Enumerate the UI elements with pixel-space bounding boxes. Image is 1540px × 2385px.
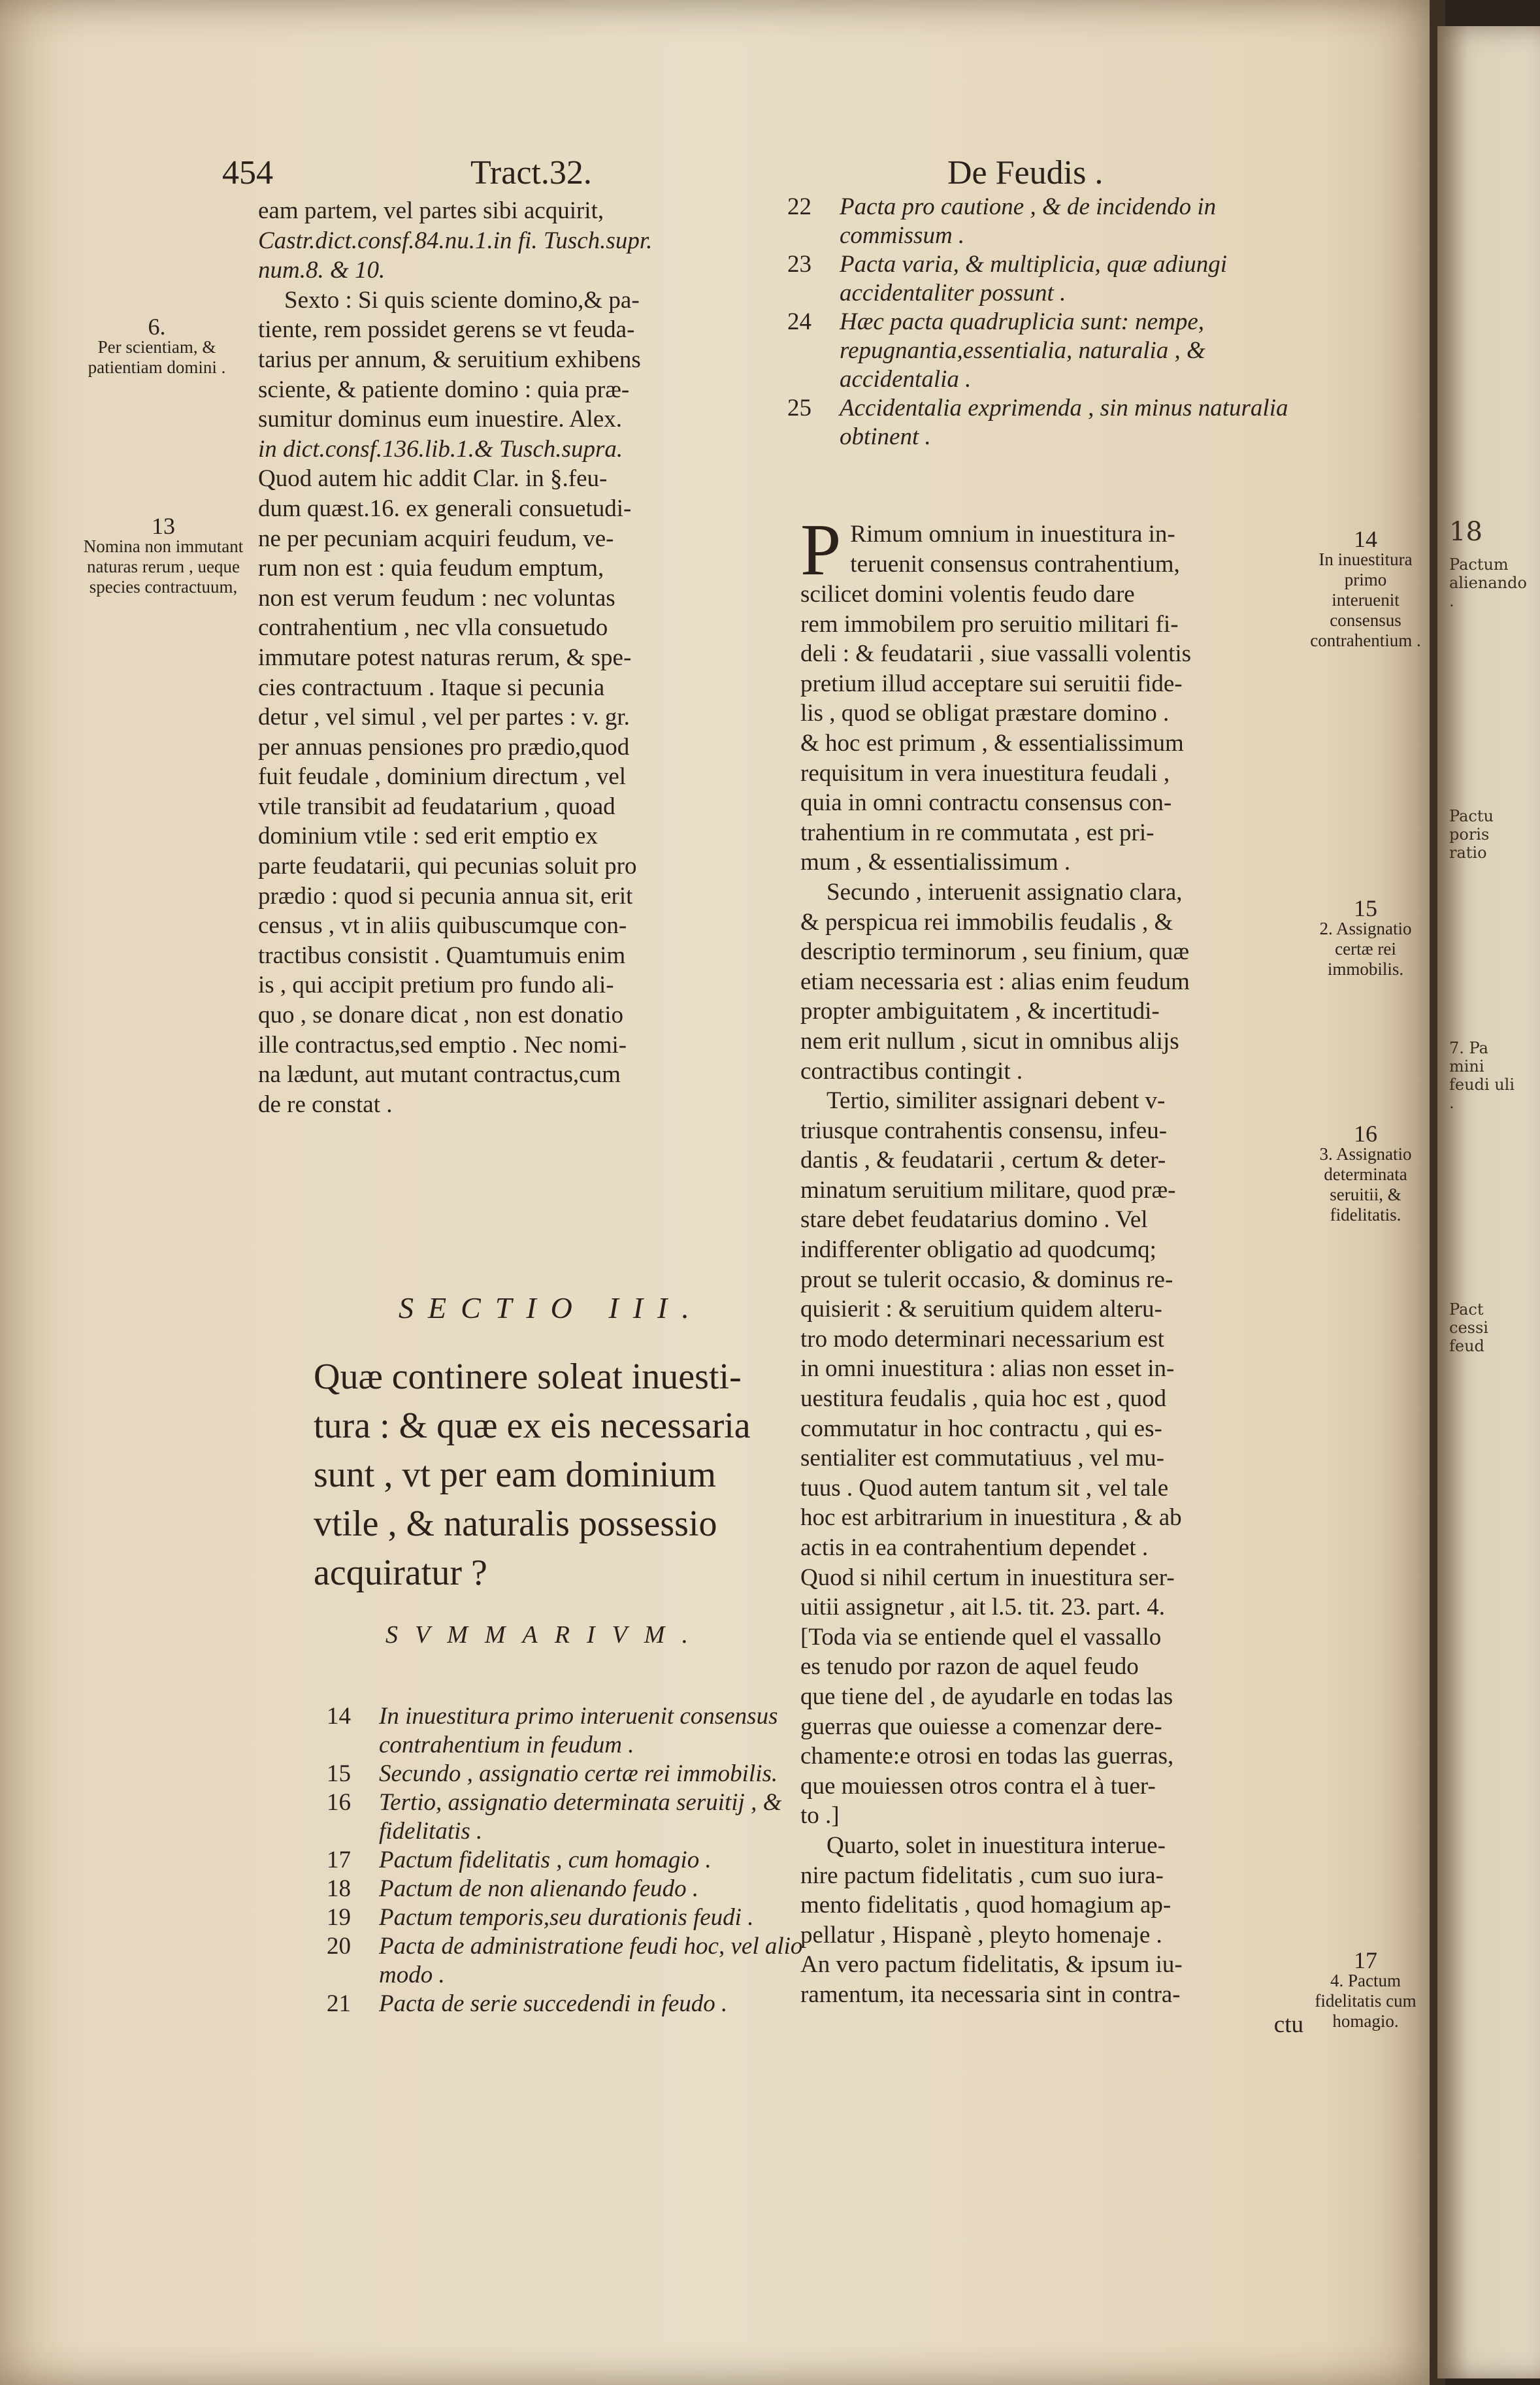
summary-item: 21 Pacta de serie succedendi in feudo .: [327, 1990, 728, 2017]
margin-note-right: 17 4. Pactum fidelitatis cum homagio.: [1315, 1947, 1417, 2031]
summary-item: 14 In inuestitura primo interuenit consensus contrahentium in feudum .: [327, 1703, 778, 1758]
page-number: 454: [222, 154, 273, 191]
section-title: SECTIO III.: [399, 1291, 704, 1324]
margin-note-left: 6. Per scientiam, & patientiam domini .: [88, 314, 226, 377]
summary-list-continued: [787, 193, 1310, 452]
summary-list: [327, 1702, 836, 2018]
summary-item: 19 Pactum temporis,seu durationis feudi .: [327, 1904, 754, 1931]
next-page-fragment: Pact cessi feud: [1449, 1300, 1488, 1355]
summary-item: 20 Pacta de administratione feudi hoc, vel alio modo .: [327, 1933, 803, 1988]
tract-label: Tract.32.: [470, 154, 592, 191]
section-question: Quæ continere soleat inuesti- tura : & quæ ex eis necessaria sunt , vt per eam dominium vtile , & naturalis possessio acquiratur ?: [314, 1357, 751, 1593]
drop-cap: P: [800, 510, 842, 591]
next-page-edge: [1437, 26, 1540, 2378]
summary-item: 24 Hæc pacta quadruplicia sunt: nempe, repugnantia,essentialia, naturalia , & accidentalia .: [787, 308, 1205, 393]
running-title: De Feudis .: [947, 154, 1104, 191]
right-column-text: P Rimum omnium in inuestitura in- teruenit consensus contrahentium, scilicet domini volentis feudo dare rem immobilem pro seruitio militari fi- deli : & feudatarii , siue vassalli volentis pretium illud acceptare sui seruitii fide- lis , quod se obligat præstare domino . & hoc est primum , & essentialissimum requisitum in vera inuestitura feudali , quia in omni contractu consensus con- trahentium in re commutata , est pri- mum , & essentialissimum . Secundo , interuenit assignatio clara, & perspicua rei immobilis feudalis , & descriptio terminorum , seu finium, quæ etiam necessaria est : alias enim feudum propter ambiguitatem , & incertitudi- nem erit nullum , sicut in omnibus alijs contractibus contingit . Tertio, similiter assignari debent v- triusque contrahentis consensu, infeu- dantis , & feudatarii , certum & deter- minatum seruitium militare, quod præ- stare debet feudatarius domino . Vel indifferenter obligatio ad quodcumq; prout se tulerit occasio, & dominus re- quisierit : & seruitium quidem alteru- tro modo determinari necessarium est in omni inuestitura : alias non esset in- uestitura feudalis , quia hoc est , quod commutatur in hoc contractu , qui es- sentialiter est commutatiuus , vel mu- tuus . Quod autem tantum sit , vel tale hoc est arbitrarium in inuestitura , & ab actis in ea contrahentium dependet . Quod si nihil certum in inuestitura ser- uitii assignetur , ait l.5. tit. 23. part. 4. [Toda via se entiende quel el vassallo es tenudo por razon de aquel feudo que tiene del , de ayudarle en todas las guerras que ouiesse a comenzar dere- chamente:e otrosi en todas las guerras, que mouiessen otros contra el à tuer- to .] Quarto, solet in inuestitura interue- nire pactum fidelitatis , cum suo iura- mento fidelitatis , quod homagium ap- pellatur , Hispanè , pleyto homenaje . An vero pactum fidelitatis, & ipsum iu- ramentum, ita necessaria sint in contra- ctu: [800, 510, 1303, 2038]
summary-item: 17 Pactum fidelitatis , cum homagio .: [327, 1847, 712, 1873]
summary-item: 22 Pacta pro cautione , & de incidendo in commissum .: [787, 193, 1217, 249]
summary-item: 18 Pactum de non alienando feudo .: [327, 1875, 699, 1902]
summary-item: 15 Secundo , assignatio certæ rei immobilis.: [327, 1760, 778, 1787]
next-page-fragment: Pactu poris ratio: [1449, 807, 1494, 862]
left-column-text: eam partem, vel partes sibi acquirit, Castr.dict.consf.84.nu.1.in fi. Tusch.supr. num.8. & 10. Sexto : Si quis sciente domino,& pa- tiente, rem possidet gerens se vt feuda- tarius per annum, & seruitium exhibens sciente, & patiente domino : quia præ- sumitur dominus eum inuestire. Alex. in dict.consf.136.lib.1.& Tusch.supra. Quod autem hic addit Clar. in §.feu- dum quæst.16. ex generali consuetudi- ne per pecuniam acquiri feudum, ve- rum non est : quia feudum emptum, non est verum feudum : nec voluntas contrahentium , nec vlla consuetudo immutare potest naturas rerum, & spe- cies contractuum . Itaque si pecunia detur , vel simul , vel per partes : v. gr. per annuas pensiones pro prædio,quod fuit feudale , dominium directum , vel vtile transibit ad feudatarium , quoad dominium vtile : sed erit emptio ex parte feudatarii, qui pecunias soluit pro prædio : quod si pecunia annua sit, erit census , vt in aliis quibuscumque con- tractibus consistit . Quamtumuis enim is , qui accipit pretium pro fundo ali- quo , se donare dicat , non est donatio ille contractus,sed emptio . Nec nomi- na lædunt, aut mutant contractus,cum de re constat .: [258, 197, 653, 1118]
summary-item: 23 Pacta varia, & multiplicia, quæ adiungi accidentaliter possunt .: [787, 251, 1227, 306]
summary-item: 16 Tertio, assignatio determinata seruitij , & fidelitatis .: [327, 1789, 782, 1845]
summary-title: SVMMARIVM.: [385, 1621, 705, 1649]
margin-note-right: 16 3. Assignatio determinata seruitii, & fidelitatis.: [1319, 1121, 1412, 1225]
next-page-fragment: 18: [1449, 517, 1483, 547]
next-page-fragment: 7. Pa mini feudi uli .: [1449, 1039, 1515, 1112]
margin-note-right: 14 In inuestitura primo interuenit consensus contrahentium .: [1310, 526, 1421, 650]
next-page-fragment: Pactum alienando .: [1449, 555, 1527, 610]
margin-note-left: 13 Nomina non immutant naturas rerum , ueque species contractuum,: [83, 513, 244, 597]
summary-item: 25 Accidentalia exprimenda , sin minus naturalia obtinent .: [787, 395, 1288, 450]
margin-note-right: 15 2. Assignatio certæ rei immobilis.: [1319, 895, 1412, 979]
